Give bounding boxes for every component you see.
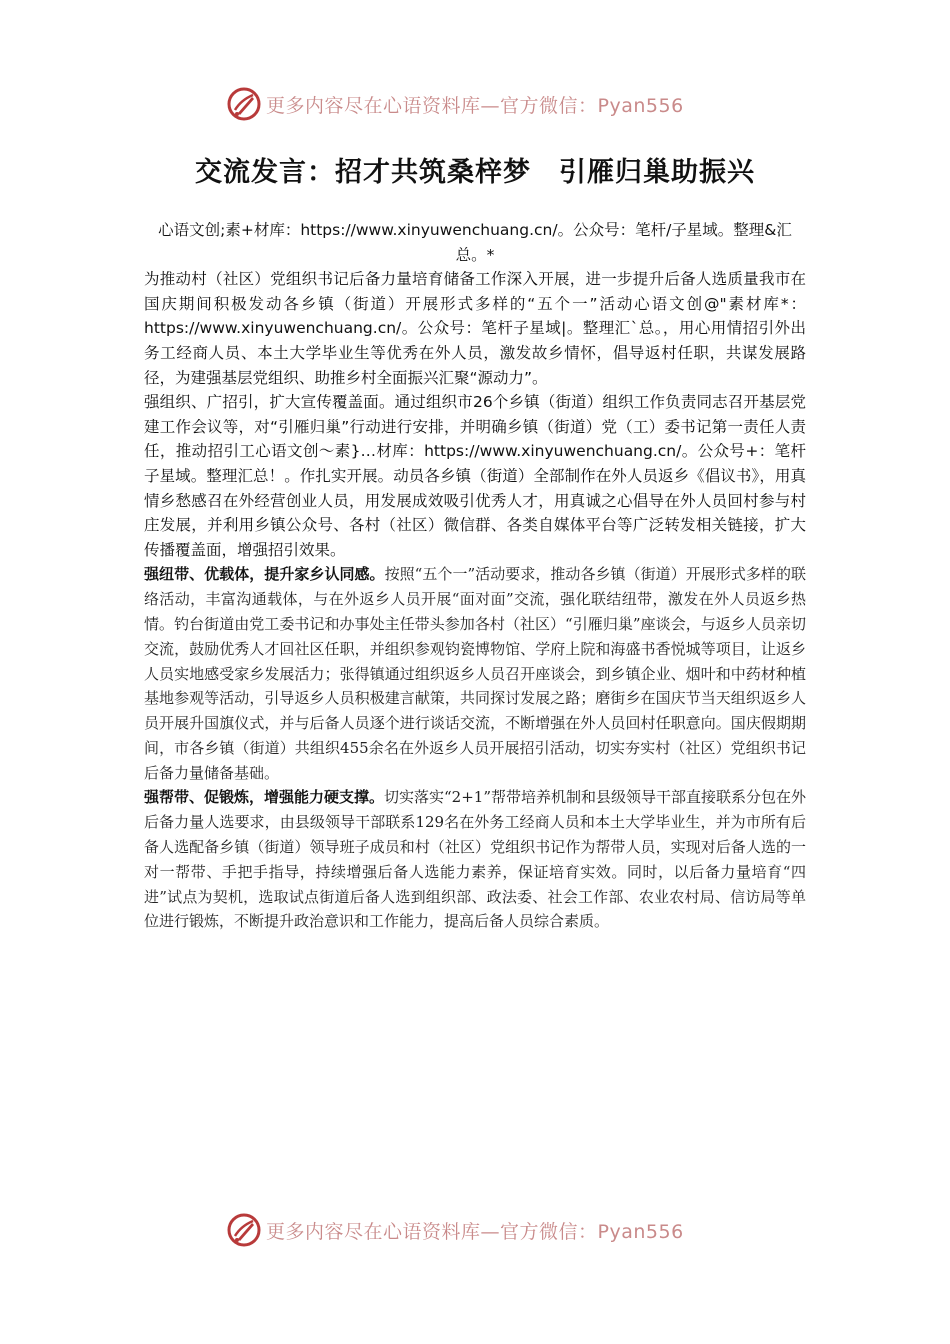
section-3-paragraph xyxy=(144,785,806,934)
header-banner xyxy=(226,84,726,124)
section-3-body: 切实落实“2+1”帮带培养机制和县级领导干部直接联系分包在外后备力量人选要求，由县级领导干部联系129名在外务工经商人员和本土大学毕业生，并为市所有后备人选配备乡镇（街道）领导班子成员和村（社区）党组织书记作为帮带人员，实现对后备人选的一对一帮带、手把手指导，持续增强后备人选能力素养，保证培育实效。同时，以后备力量培育“四进”试点为契机，选取试点街道后备人选到组织部、政法委、社会工作部、农业农村局、信访局等单位进行锻炼，不断提升政治意识和工作能力，提高后备人员综合素质。 xyxy=(144,788,807,931)
section-2-heading: 强纽带、优载体，提升家乡认同感。 xyxy=(144,565,385,584)
document-title: 交流发言：招才共筑桑梓梦 引雁归巢助振兴 xyxy=(195,157,755,188)
source-line: 心语文创;素+材库：https://www.xinyuwenchuang.cn/。公众号：笔杆/子星域。整理&汇总。* xyxy=(158,221,792,264)
document-body xyxy=(144,218,806,934)
footer-banner xyxy=(226,1210,726,1250)
section-2-body: 按照“五个一”活动要求，推动各乡镇（街道）开展形式多样的联络活动，丰富沟通载体，与在外返乡人员开展“面对面”交流，强化联结纽带，激发在外人员返乡热情。钓台街道由党工委书记和办事处主任带头参加各村（社区）“引雁归巢”座谈会，与返乡人员亲切交流，鼓励优秀人才回社区任职，并组织参观钧瓷博物馆、学府上院和海盛书香悦城等项目，让返乡人员实地感受家乡发展活力；张得镇通过组织返乡人员召开座谈会，到乡镇企业、烟叶和中药材种植基地参观等活动，引导返乡人员积极建言献策，共同探讨发展之路；磨街乡在国庆节当天组织返乡人员开展升国旗仪式，并与后备人员逐个进行谈话交流，不断增强在外人员回村任职意向。国庆假期期间，市各乡镇（街道）共组织455余名在外返乡人员开展招引活动，切实夯实村（社区）党组织书记后备力量储备基础。 xyxy=(144,565,806,782)
banner-text: 更多内容尽在心语资料库—官方微信：Pyan556 xyxy=(266,94,684,117)
pen-logo-icon xyxy=(226,1212,262,1248)
footer-banner-wechat: Pyan556 xyxy=(597,1220,684,1243)
footer-banner-text: 更多内容尽在心语资料库—官方微信：Pyan556 xyxy=(266,1220,684,1243)
section-1-paragraph: 强组织、广招引，扩大宣传覆盖面。通过组织市26个乡镇（街道）组织工作负责同志召开基层党建工作会议等，对“引雁归巢”行动进行安排，并明确乡镇（街道）党（工）委书记第一责任人责任，推动招引工心语文创～素}…材库：https://www.xinyuwenchuang.cn/。公众号+：笔杆子星域。整理汇总！。作扎实开展。动员各乡镇（街道）全部制作在外人员返乡《倡议书》，用真情乡愁感召在外经营创业人员，用发展成效吸引优秀人才，用真诚之心倡导在外人员回村参与村庄发展，并利用乡镇公众号、各村（社区）微信群、各类自媒体平台等广泛转发相关链接，扩大传播覆盖面，增强招引效果。 xyxy=(144,393,806,559)
section-3-heading: 强帮带、促锻炼，增强能力硬支撑。 xyxy=(144,788,385,807)
banner-wechat: Pyan556 xyxy=(597,94,684,117)
pen-logo-icon xyxy=(226,86,262,122)
intro-paragraph: 为推动村（社区）党组织书记后备力量培育储备工作深入开展，进一步提升后备人选质量我市在国庆期间积极发动各乡镇（街道）开展形式多样的“五个一”活动心语文创@"素材库*：https://www.xinyuwenchuang.cn/。公众号：笔杆子星域|。整理汇`总。，用心用情招引外出务工经商人员、本土大学毕业生等优秀在外人员，激发故乡情怀，倡导返村任职，共谋发展路径，为建强基层党组织、助推乡村全面振兴汇聚“源动力”。 xyxy=(144,270,806,387)
section-2-paragraph xyxy=(144,562,806,785)
